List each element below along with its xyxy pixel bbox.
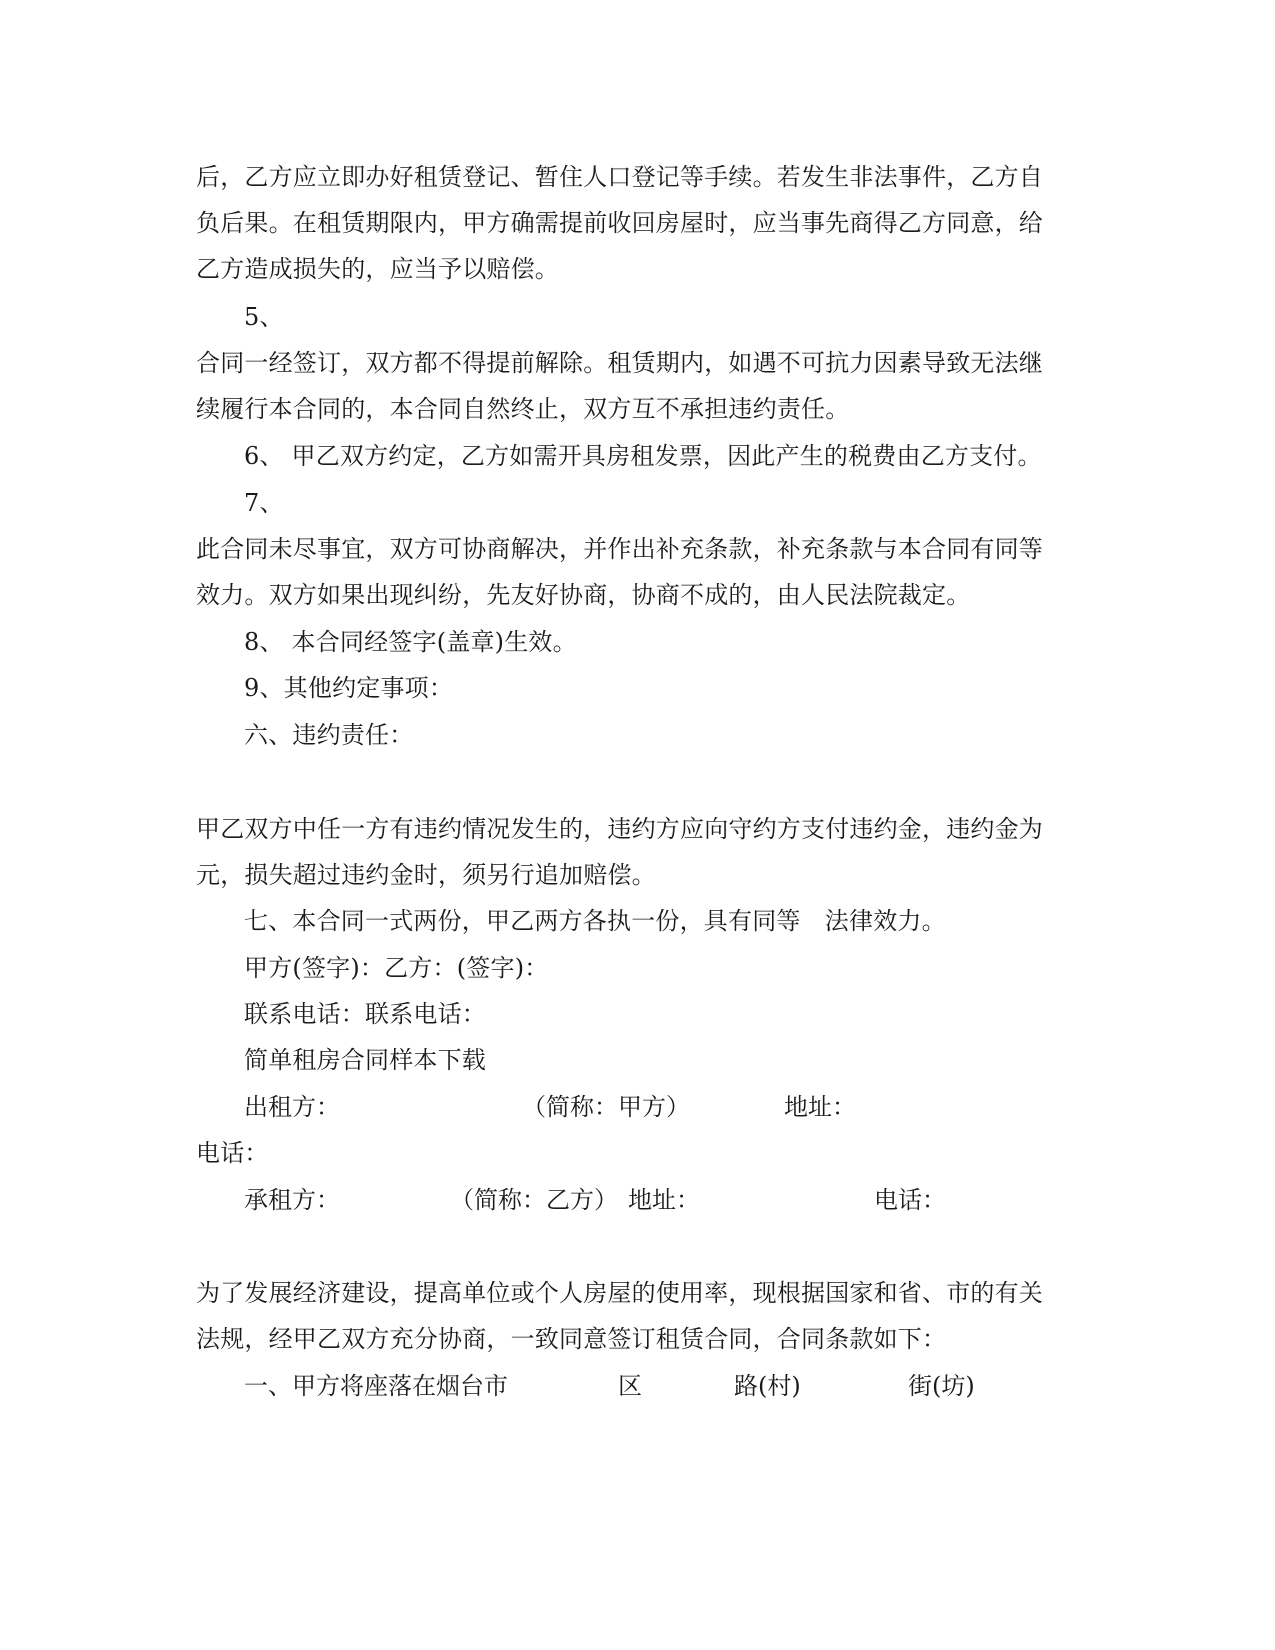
text-line: 后，乙方应立即办好租赁登记、暂住人口登记等手续。若发生非法事件，乙方自 bbox=[196, 163, 1043, 191]
contact-phone-line: 联系电话：联系电话： bbox=[244, 1000, 486, 1028]
text-line: 此合同未尽事宜，双方可协商解决，并作出补充条款，补充条款与本合同有同等 bbox=[196, 535, 1043, 563]
section-heading: 七、本合同一式两份，甲乙两方各执一份，具有同等 法律效力。 bbox=[244, 907, 946, 935]
text-line: 效力。双方如果出现纠纷，先友好协商，协商不成的，由人民法院裁定。 bbox=[196, 581, 971, 609]
text-line: 合同一经签订，双方都不得提前解除。租赁期内，如遇不可抗力因素导致无法继 bbox=[196, 349, 1043, 377]
lessor-phone-label: 电话： bbox=[196, 1139, 269, 1167]
text-line: 6、 甲乙双方约定，乙方如需开具房租发票，因此产生的税费由乙方支付。 bbox=[244, 442, 1042, 470]
lessee-address-label: 地址： bbox=[628, 1186, 700, 1214]
lessor-label: 出租方： bbox=[244, 1093, 340, 1121]
text-line: 甲乙双方中任一方有违约情况发生的，违约方应向守约方支付违约金，违约金为 bbox=[196, 815, 1043, 843]
text-line: 9、其他约定事项： bbox=[244, 674, 454, 702]
text-line: 8、 本合同经签字(盖章)生效。 bbox=[244, 628, 577, 656]
district-label: 区 bbox=[618, 1372, 642, 1400]
road-label: 路(村) bbox=[734, 1372, 801, 1400]
street-label: 街(坊) bbox=[908, 1372, 975, 1400]
lessee-label: 承租方： bbox=[244, 1186, 340, 1214]
lessor-short-name: （简称：甲方） bbox=[522, 1093, 690, 1121]
text-line: 元，损失超过违约金时，须另行追加赔偿。 bbox=[196, 861, 656, 889]
text-line: 乙方造成损失的，应当予以赔偿。 bbox=[196, 255, 559, 283]
text-line: 为了发展经济建设，提高单位或个人房屋的使用率，现根据国家和省、市的有关 bbox=[196, 1279, 1043, 1307]
section-heading: 六、违约责任： bbox=[244, 721, 414, 749]
clause-one-text: 一、甲方将座落在烟台市 bbox=[244, 1372, 508, 1400]
text-line: 续履行本合同的，本合同自然终止，双方互不承担违约责任。 bbox=[196, 395, 850, 423]
text-line: 法规，经甲乙双方充分协商，一致同意签订租赁合同，合同条款如下： bbox=[196, 1325, 947, 1353]
lessor-address-label: 地址： bbox=[784, 1093, 856, 1121]
lessee-short-name: （简称：乙方） bbox=[450, 1186, 618, 1214]
clause-number: 7、 bbox=[244, 489, 284, 517]
document-subtitle: 简单租房合同样本下载 bbox=[244, 1046, 486, 1074]
signature-line: 甲方(签字)：乙方：(签字)： bbox=[244, 954, 549, 982]
lessee-phone-label: 电话： bbox=[874, 1186, 946, 1214]
clause-number: 5、 bbox=[244, 303, 284, 331]
text-line: 负后果。在租赁期限内，甲方确需提前收回房屋时，应当事先商得乙方同意，给 bbox=[196, 209, 1043, 237]
